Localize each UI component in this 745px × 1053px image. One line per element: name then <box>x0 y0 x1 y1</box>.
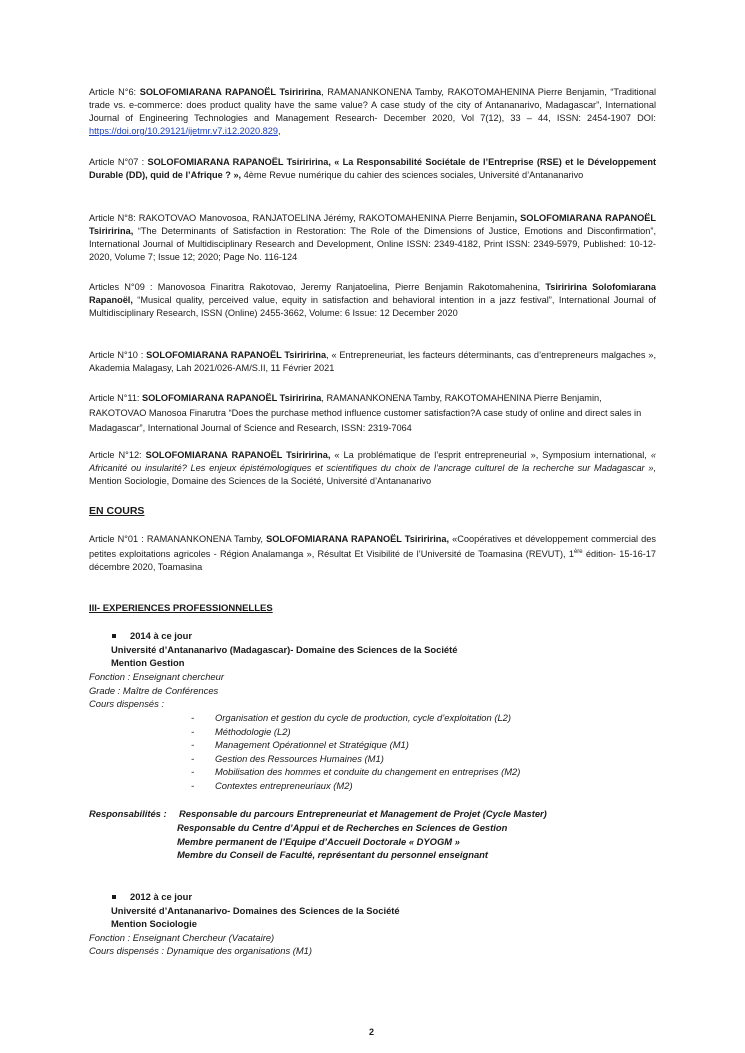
article-text: Articles N°09 : Manovosoa Finaritra Rakotovao, Jeremy Ranjatoelina, Pierre Benjamin Rakotomahenina, <box>89 282 546 292</box>
article-text: Mention Sociologie, Domaine des Sciences de la Société, Université d’Antananarivo <box>89 476 432 486</box>
symposium-title: « Africanité ou insularité? Les enjeux épistémologiques et scientifiques du choix de l’ancrage culturel de la recherche sur Madagascar », <box>89 450 656 473</box>
job-1-period: 2014 à ce jour <box>112 630 192 641</box>
author-name: SOLOFOMIARANA RAPANOËL Tsiriririna <box>139 87 322 97</box>
article-text: 4ème Revue numérique du cahier des sciences sociales, Université d’Antananarivo <box>241 170 584 180</box>
page-number: 2 <box>369 1027 375 1037</box>
author-name: Tsiriririna Solofomiarana Rapanoël, <box>89 282 656 305</box>
article-label: Article N°10 : <box>89 350 147 360</box>
article-text: “The Determinants of Satisfaction in Restoration: The Role of the Dimensions of Justice, Emotions and Disconfirmation”, International Journal of Multidisciplinary Research and Development, Online ISSN: 2349-4182, Print ISSN: 2349-5979, Published: 10-12-2020, Volume 7; Issue 12; 2020; Page No. 116-124 <box>89 226 656 262</box>
author-name: SOLOFOMIARANA RAPANOËL Tsiriririna, <box>145 450 331 460</box>
article-text: , RAMANANKONENA Tamby, RAKOTOMAHENINA Pierre Benjamin, “Traditional trade vs. e-commerce: does product quality have the same value? A case study of the city of Antananarivo, Madagascar”, International Journal of Engineering Technologies and Management Research- December 2020, Vol 7(12), 33 – 44, ISSN: 2454-1907 DOI: <box>89 87 656 123</box>
job-1-mention: Mention Gestion <box>111 657 185 668</box>
responsibility-item: Responsable du Centre d’Appui et de Recherches en Sciences de Gestion <box>177 822 508 833</box>
article-label: Article N°12: <box>89 450 146 460</box>
author-name: SOLOFOMIARANA RAPANOËL Tsiriririna, <box>266 534 450 544</box>
article-label: Article N°01 : RAMANANKONENA Tamby, <box>89 534 267 544</box>
article-text: “Musical quality, perceived value, equity in satisfaction and behavioral intention in a jazz festival”, International Journal of Multidisciplinary Research, ISSN (Online) 2455-3662, Volume: 6 Issue: 12 December 2020 <box>89 295 656 318</box>
article-7 <box>89 156 656 182</box>
responsibility-item: Responsable du parcours Entrepreneuriat et Management de Projet (Cycle Master) <box>179 808 547 819</box>
responsibility-item: Membre du Conseil de Faculté, représentant du personnel enseignant <box>177 849 489 860</box>
section-heading-experiences: III- EXPERIENCES PROFESSIONNELLES <box>89 603 273 614</box>
article-8 <box>89 212 656 264</box>
article-text: édition- 15-16-17 décembre 2020, Toamasina <box>89 549 657 573</box>
job-1-fonction: Fonction : Enseignant chercheur <box>89 671 224 682</box>
responsibility-item: Membre permanent de l’Equipe d’Accueil Doctorale « DYOGM » <box>177 836 460 847</box>
job-2-university: Université d’Antananarivo- Domaines des Sciences de la Société <box>111 905 400 916</box>
article-label: Article N°11: <box>89 393 143 403</box>
course-item: - Management Opérationnel et Stratégique (M1) <box>191 739 409 750</box>
course-item: - Organisation et gestion du cycle de production, cycle d’exploitation (L2) <box>191 712 512 723</box>
article-text: , « Entrepreneuriat, les facteurs déterminants, cas d’entrepreneurs malgaches », Akademia Malagasy, Lah 2021/026-AM/S.II, 11 Février 2021 <box>89 350 657 373</box>
bullet-icon <box>112 895 116 899</box>
author-name: SOLOFOMIARANA RAPANOËL Tsiriririna <box>146 350 327 360</box>
job-2-fonction: Fonction : Enseignant Chercheur (Vacataire) <box>89 932 275 943</box>
article-text: Article N°8: RAKOTOVAO Manovosoa, RANJATOELINA Jérémy, RAKOTOMAHENINA Pierre Benjamin <box>89 213 515 223</box>
job-1-grade: Grade : Maître de Conférences <box>89 685 219 696</box>
article-9 <box>89 281 656 320</box>
article-text: «Coopératives et développement commercial des petites exploitations agricoles - Région Analamanga », Résultat Et Visibilité de l’Université de Toamasina (REVUT), 1 <box>89 534 656 560</box>
author-name: SOLOFOMIARANA RAPANOËL Tsiriririna <box>142 393 322 403</box>
article-title: SOLOFOMIARANA RAPANOËL Tsiriririna, « La Responsabilité Sociétale de l’Entreprise (RSE) et le Développement Durable (DD), quid de l’Afrique ? », <box>89 157 657 180</box>
author-name: , SOLOFOMIARANA RAPANOËL Tsiriririna, <box>89 213 657 236</box>
doi-link[interactable]: https://doi.org/10.29121/ijetmr.v7.i12.2020.829 <box>89 126 278 136</box>
bullet-icon <box>112 634 116 638</box>
article-label: Article N°6: <box>89 87 140 97</box>
job-1-university: Université d’Antananarivo (Madagascar)- Domaine des Sciences de la Société <box>111 644 458 655</box>
article-text: , RAMANANKONENA Tamby, RAKOTOMAHENINA Pierre Benjamin, RAKOTOVAO Manosoa Finarutra “Does the purchase method influence customer satisfaction?A case study of online and direct sales in Madagascar”, International Journal of Science and Research, ISSN: 2319-7064 <box>89 393 642 433</box>
course-item: - Méthodologie (L2) <box>191 726 291 737</box>
article-12 <box>89 449 656 488</box>
course-item: - Gestion des Ressources Humaines (M1) <box>191 753 384 764</box>
section-heading-en-cours: EN COURS <box>89 505 145 517</box>
article-6: Article N°6: SOLOFOMIARANA RAPANOËL Tsiriririna, RAMANANKONENA Tamby, RAKOTOMAHENINA Pierre Benjamin, “Traditional trade vs. e-commerce: does product quality have the same value? A case study of the city of Antananarivo, Madagascar”, International Journal of Engineering Technologies and Management Research- December 2020, Vol 7(12), 33 – 44, ISSN: 2454-1907 DOI: https://doi.org/10.29121/ijetmr.v7.i12.2020.829, <box>89 87 656 136</box>
course-item: - Mobilisation des hommes et conduite du changement en entreprises (M2) <box>191 766 521 777</box>
responsibilities-label: Responsabilités : <box>89 808 167 819</box>
job-2-period: 2012 à ce jour <box>112 891 192 902</box>
job-2-mention: Mention Sociologie <box>111 918 197 929</box>
article-text: « La problématique de l’esprit entrepreneurial », Symposium international, <box>330 450 651 460</box>
job-1-cours-label: Cours dispensés : <box>89 698 165 709</box>
course-item: - Contextes entrepreneuriaux (M2) <box>191 780 353 791</box>
article-11 <box>89 391 656 436</box>
job-2-cours: Cours dispensés : Dynamique des organisations (M1) <box>89 945 313 956</box>
article-10 <box>89 349 656 375</box>
article-en-cours-1: Article N°01 : RAMANANKONENA Tamby, SOLOFOMIARANA RAPANOËL Tsiriririna, «Coopératives et développement commercial des petites exploitations agricoles - Région Analamanga », Résultat Et Visibilité de l’Université de Toamasina (REVUT), 1ère édition- 15-16-17 décembre 2020, Toamasina <box>89 534 657 573</box>
article-label: Article N°07 : <box>89 157 148 167</box>
